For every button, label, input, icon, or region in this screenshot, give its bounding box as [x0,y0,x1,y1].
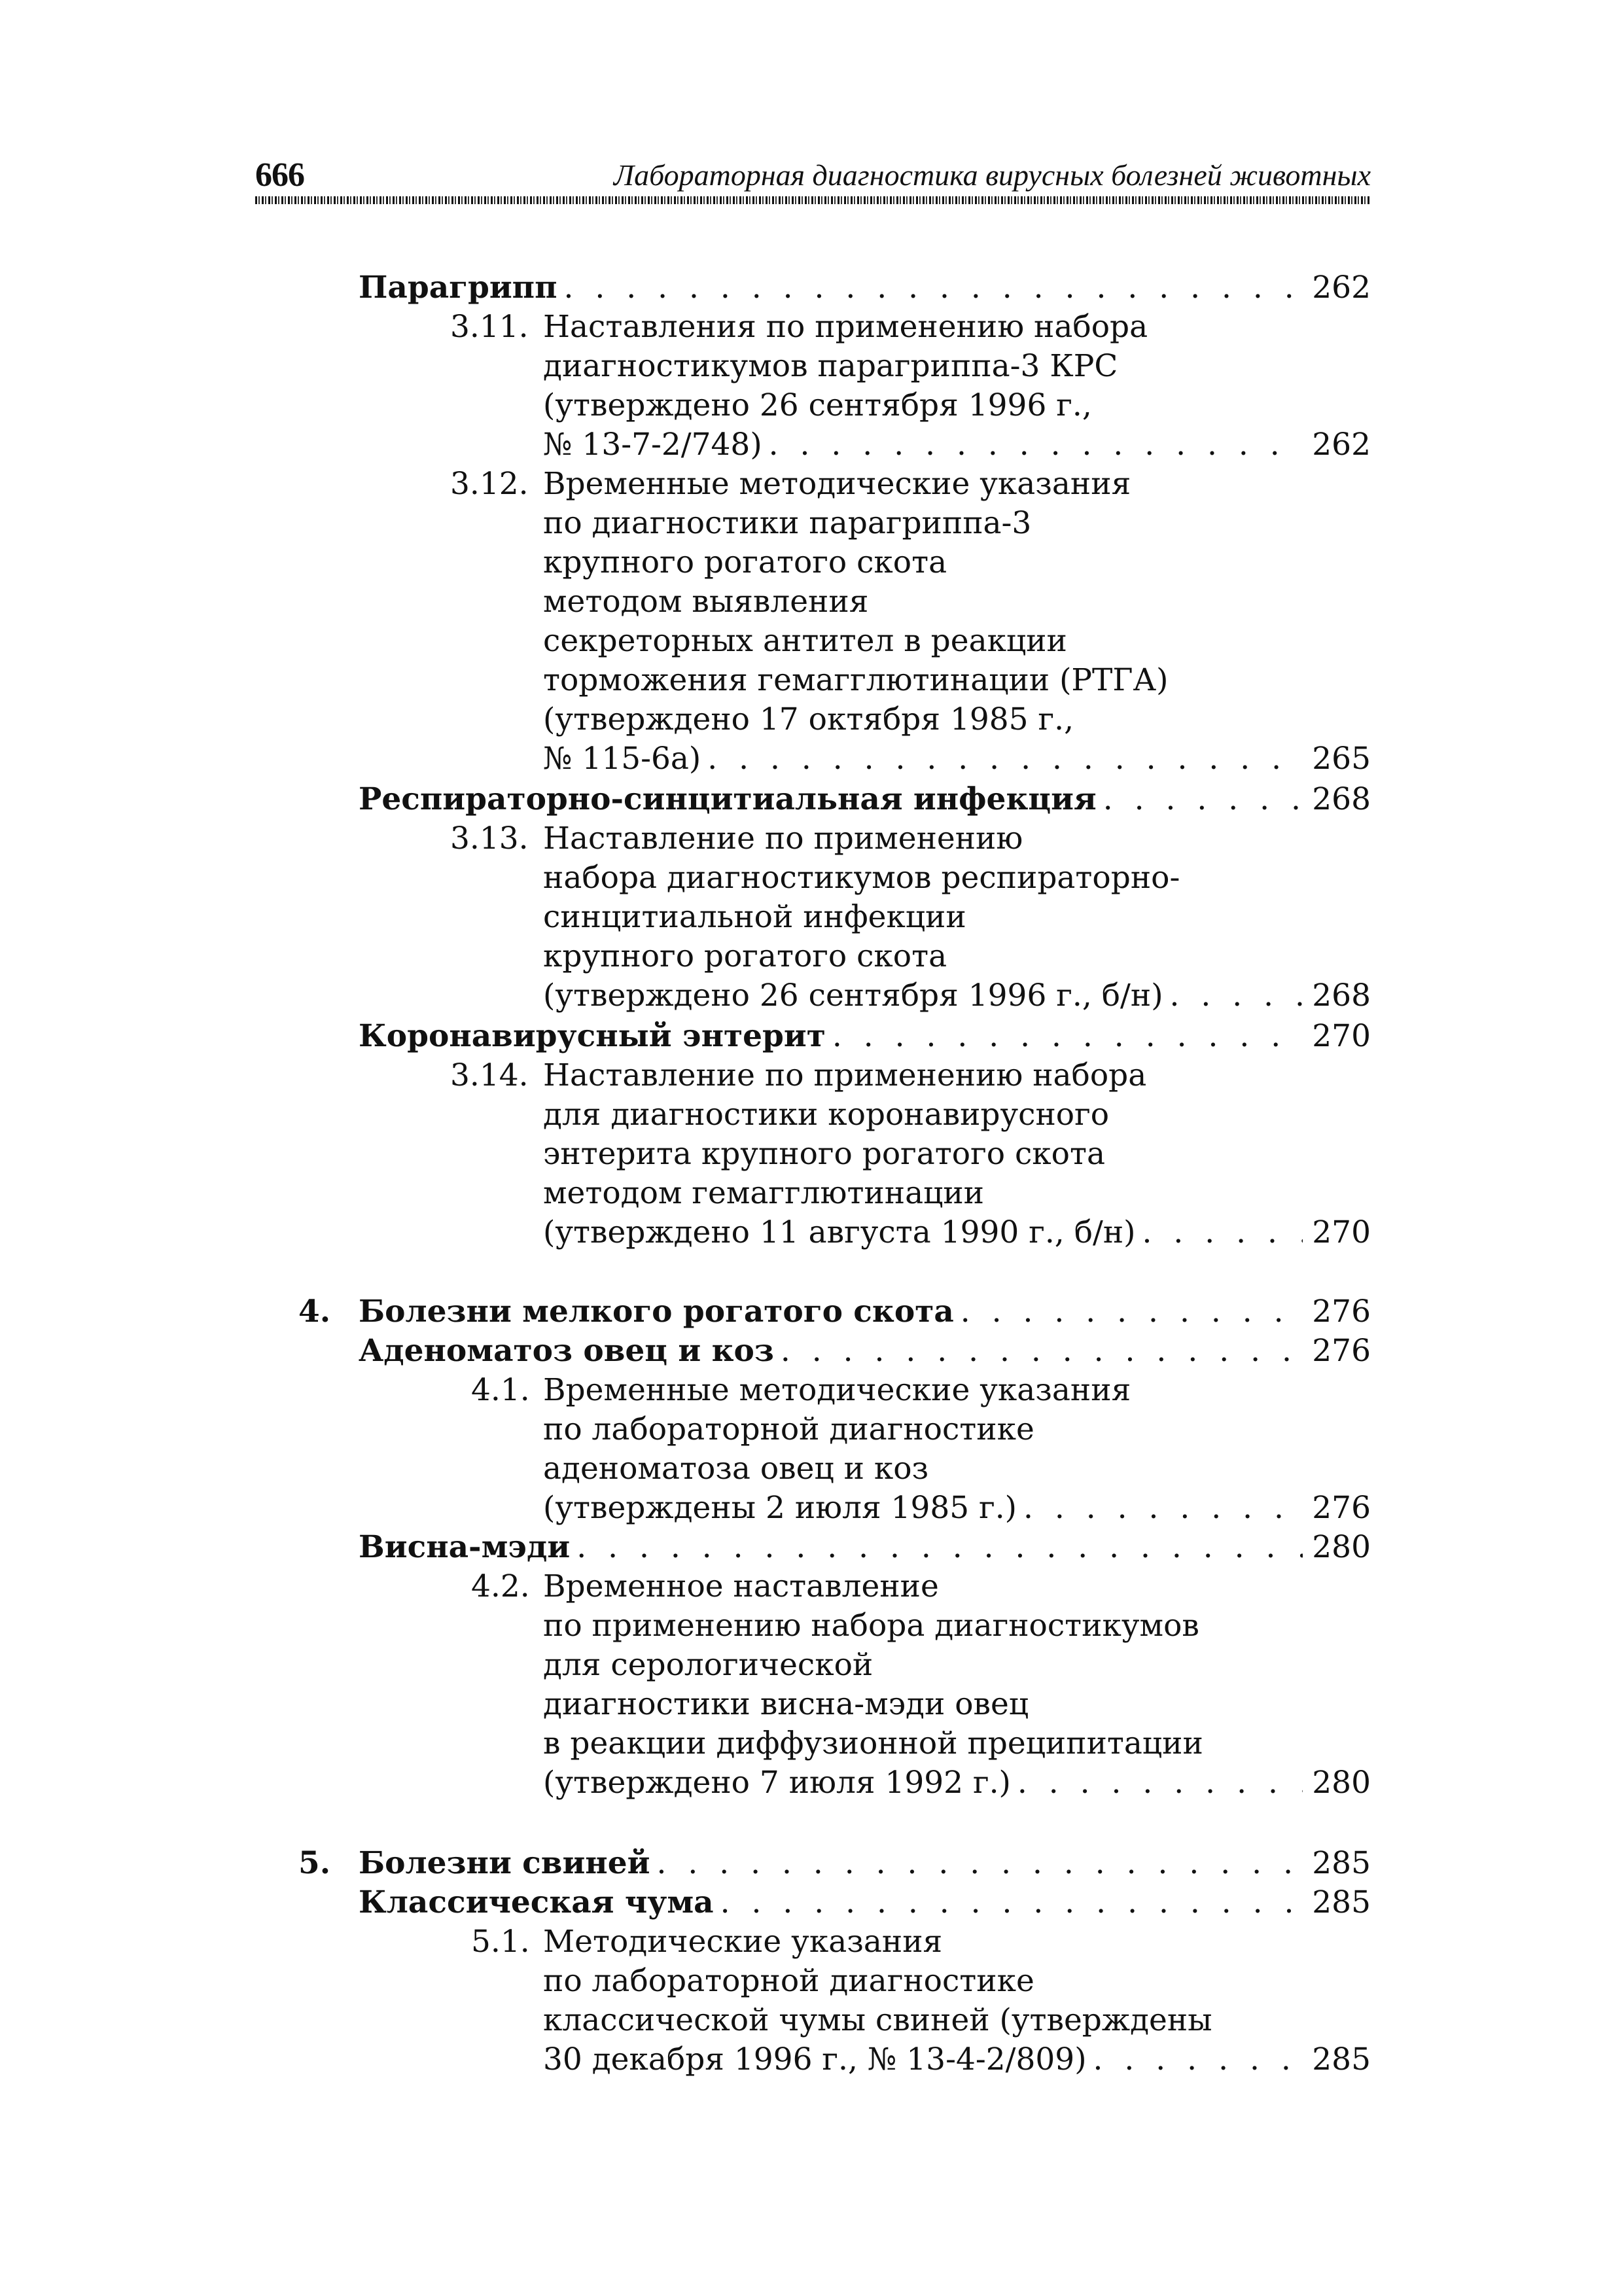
toc-page-number: 280 [1312,1765,1371,1801]
toc-entry-line: по лабораторной диагностике [543,1411,1034,1447]
dot-leader [570,1528,1303,1567]
toc-section-title: Аденоматоз овец и коз [359,1333,774,1369]
dot-leader [1097,780,1303,819]
toc-entry-line: (утверждено 17 октября 1985 г., [543,701,1074,737]
toc-entry-line: № 115-6а) [543,741,701,777]
toc-entry-line: Методические указания [543,1924,943,1960]
toc-entry-line: секреторных антител в реакции [543,623,1067,659]
toc-entry-line: (утверждено 11 августа 1990 г., б/н) [543,1214,1136,1250]
dot-leader [774,1332,1303,1371]
toc-entry-last-line [543,1763,1371,1803]
toc-section-title: Парагрипп [359,270,557,306]
toc-entry-line: методом выявления [543,584,869,620]
toc-section-title: Коронавирусный энтерит [359,1018,826,1054]
toc-entry-last-line [543,1489,1371,1528]
dot-leader [1017,1489,1303,1528]
toc-section-rsv [359,780,1371,819]
toc-entry-line: для диагностики коронавирусного [543,1097,1110,1133]
toc-entry-number: 3.11. [450,309,529,345]
toc-entry-line: 30 декабря 1996 г., № 13-4-2/809) [543,2041,1087,2077]
toc-entry-line: для серологической [543,1647,874,1683]
dot-leader [701,739,1303,779]
toc-entry-line: классической чумы свиней (утверждены [543,2002,1212,2038]
dot-leader [1163,976,1303,1016]
toc-entry-line: (утверждено 7 июля 1992 г.) [543,1765,1011,1801]
dot-leader [1011,1763,1303,1803]
toc-entry-last-line [543,976,1371,1016]
toc-entry-last-line [543,1213,1371,1252]
toc-entry-line: аденоматоза овец и коз [543,1451,929,1487]
header-rule [255,196,1371,204]
toc-entry-line: синцитиальной инфекции [543,899,966,935]
toc-entry-last-line [543,739,1371,779]
toc-page-number: 276 [1312,1333,1371,1369]
toc-section-title: Классическая чума [359,1884,714,1920]
dot-leader [650,1844,1303,1883]
toc-page-number: 285 [1312,1845,1371,1881]
toc-entry-number: 3.14. [450,1057,529,1093]
page-header [255,156,1371,195]
dot-leader [762,425,1303,465]
toc-page-number: 285 [1312,1884,1371,1920]
toc-page-number: 276 [1312,1294,1371,1330]
toc-entry-line: Временное наставление [543,1568,939,1604]
toc-entry-number: 3.12. [450,466,529,502]
toc-entry-line: в реакции диффузионной преципитации [543,1725,1203,1761]
toc-section-title: Висна-мэди [359,1529,571,1565]
toc-entry-last-line [543,2040,1371,2079]
toc-entry-line: крупного рогатого скота [543,544,947,580]
toc-section-visna-maedi [359,1528,1371,1567]
toc-entry-line: диагностики висна-мэди овец [543,1686,1029,1722]
dot-leader [557,268,1303,308]
toc-page-number: 276 [1312,1490,1371,1526]
toc-entry-line: энтерита крупного рогатого скота [543,1136,1105,1172]
toc-entry-line: крупного рогатого скота [543,938,947,974]
toc-entry-line: по лабораторной диагностике [543,1963,1034,1999]
toc-chapter-title: Болезни свиней [359,1845,650,1881]
toc-entry-line: диагностикумов парагриппа-3 КРС [543,348,1118,384]
toc-page-number: 285 [1312,2041,1371,2077]
toc-entry-line: по применению набора диагностикумов [543,1608,1199,1644]
dot-leader [1087,2040,1303,2079]
toc-entry-line: торможения гемагглютинации (РТГА) [543,662,1169,698]
toc-section-classical-swine-fever [359,1883,1371,1922]
toc-entry-line: (утверждено 26 сентября 1996 г., [543,387,1092,423]
toc-entry-line: методом гемагглютинации [543,1175,984,1211]
toc-entry-last-line [543,425,1371,465]
toc-entry-number: 5.1. [471,1924,530,1960]
toc-entry-number: 4.2. [471,1568,530,1604]
toc-section-title: Респираторно-синцитиальная инфекция [359,781,1097,817]
toc-chapter-swine [359,1844,1371,1883]
toc-section-coronavirus [359,1017,1371,1056]
toc-entry-line: (утверждены 2 июля 1985 г.) [543,1490,1017,1526]
toc-entry-line: Наставления по применению набора [543,309,1148,345]
toc-chapter-number: 5. [298,1845,331,1881]
toc-chapter-number: 4. [298,1294,331,1330]
toc-entry-line: набора диагностикумов респираторно- [543,860,1180,896]
toc-entry-number: 3.13. [450,821,529,857]
toc-page-number: 265 [1312,741,1371,777]
dot-leader [954,1292,1303,1332]
toc-page-number: 262 [1312,270,1371,306]
toc-entry-line: Временные методические указания [543,466,1131,502]
toc-section-adenomatosis [359,1332,1371,1371]
toc-entry-number: 4.1. [471,1372,530,1408]
toc-page-number: 280 [1312,1529,1371,1565]
toc-page-number: 268 [1312,978,1371,1014]
toc-entry-line: Временные методические указания [543,1372,1131,1408]
toc-chapter-small-ruminants [359,1292,1371,1332]
toc-entry-line: по диагностики парагриппа-3 [543,505,1032,541]
running-title: Лабораторная диагностика вирусных болезней животных [613,158,1371,192]
toc-chapter-title: Болезни мелкого рогатого скота [359,1294,954,1330]
toc-entry-line: Наставление по применению [543,821,1023,857]
toc-page-number: 262 [1312,427,1371,463]
page-number: 666 [255,156,304,194]
toc-page-number: 270 [1312,1018,1371,1054]
toc-page-number: 268 [1312,781,1371,817]
toc-entry-line: № 13-7-2/748) [543,427,762,463]
dot-leader [714,1883,1303,1922]
dot-leader [1135,1213,1303,1252]
toc-entry-line: (утверждено 26 сентября 1996 г., б/н) [543,978,1163,1014]
toc-section-parainfluenza [359,268,1371,308]
toc-page-number: 270 [1312,1214,1371,1250]
toc-entry-line: Наставление по применению набора [543,1057,1147,1093]
dot-leader [826,1017,1303,1056]
